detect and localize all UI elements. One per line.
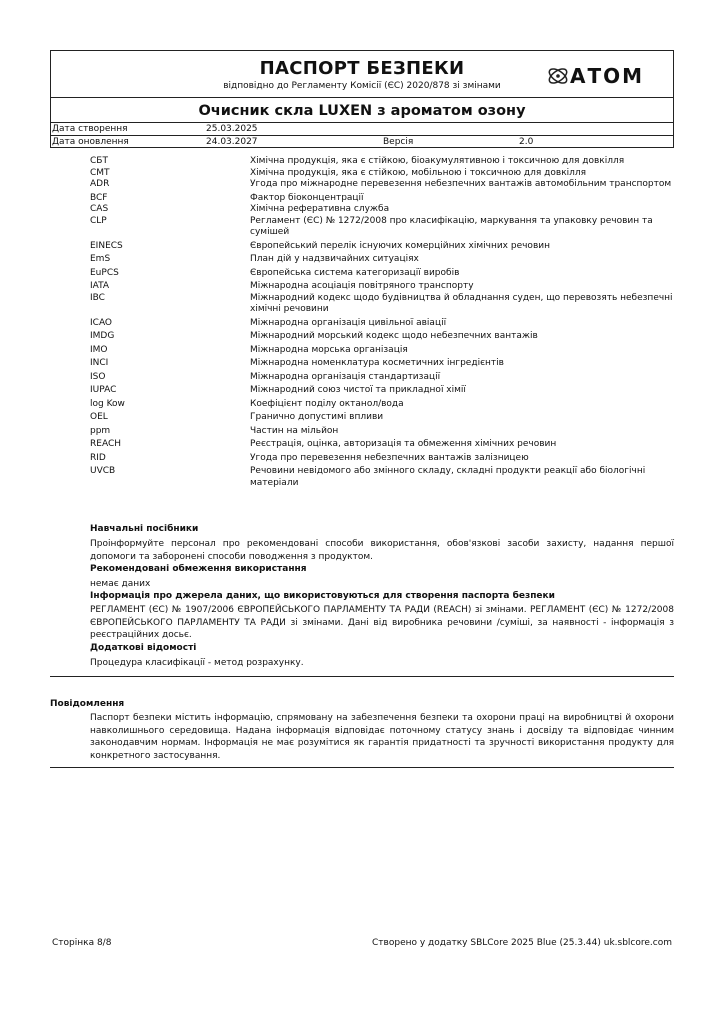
section-text-additional: Процедура класифікації - метод розрахунку.: [90, 658, 304, 668]
abbr-key: IBC: [90, 292, 105, 303]
abbr-value: План дій у надзвичайних ситуаціях: [250, 254, 419, 264]
page-number: Сторінка 8/8: [52, 938, 112, 948]
list-item: [90, 385, 680, 397]
list-item: [90, 439, 680, 451]
document-title: ПАСПОРТ БЕЗПЕКИ: [259, 58, 465, 79]
abbr-value: Міжнародна асоціація повітряного транспорту: [250, 281, 474, 291]
abbr-value: Речовини невідомого або змінного складу, складні продукти реакції або біологічні матеріали: [250, 466, 646, 488]
list-item: [90, 216, 680, 239]
list-item: [90, 254, 680, 266]
atom-logo: [546, 64, 676, 88]
abbr-value: Хімічна реферативна служба: [250, 204, 390, 214]
abbr-key: ISO: [90, 371, 106, 382]
logo-text: АТОМ: [570, 64, 645, 88]
list-item: [90, 345, 680, 357]
section-heading-training: Навчальні посібники: [90, 524, 199, 534]
divider: [50, 676, 674, 677]
abbr-value: Хімічна продукція, яка є стійкою, мобільною і токсичною для довкілля: [250, 167, 587, 178]
list-item: [90, 268, 680, 280]
list-item: [90, 372, 680, 384]
version-value: 2.0: [519, 137, 534, 147]
list-item: [90, 466, 680, 489]
abbr-key: IMDG: [90, 331, 115, 341]
list-item: [90, 156, 680, 168]
list-item: [90, 331, 680, 343]
version-label: Версія: [383, 137, 414, 147]
abbr-value: Коефіцієнт поділу октанол/вода: [250, 398, 404, 409]
abbr-value: Європейський перелік існуючих комерційних хімічних речовин: [250, 240, 550, 251]
list-item: [90, 204, 680, 216]
section-heading-restrictions: Рекомендовані обмеження використання: [90, 564, 307, 574]
list-item: [90, 399, 680, 411]
abbr-value: Європейська система категоризації виробів: [250, 267, 460, 278]
abbr-value: Угода про перевезення небезпечних вантажів залізницею: [250, 452, 529, 463]
abbr-key: REACH: [90, 439, 121, 449]
abbr-value: Міжнародний союз чистої та прикладної хімії: [250, 385, 466, 395]
abbr-value: Регламент (ЄС) № 1272/2008 про класифікацію, маркування та упаковку речовин та сумішей: [250, 215, 653, 237]
created-label: Дата створення: [52, 124, 128, 134]
abbr-value: Міжнародна номенклатура косметичних інгредієнтів: [250, 358, 504, 368]
divider: [50, 122, 674, 123]
abbr-value: Міжнародна організація цивільної авіації: [250, 317, 447, 328]
notice-heading: Повідомлення: [50, 699, 125, 709]
divider: [50, 767, 674, 768]
abbr-key: СБТ: [90, 156, 108, 166]
abbr-key: CAS: [90, 204, 109, 214]
abbr-key: СМТ: [90, 167, 110, 178]
section-heading-additional: Додаткові відомості: [90, 643, 197, 653]
abbr-key: CLP: [90, 215, 107, 226]
section-heading-sources: Інформація про джерела даних, що використовуються для створення паспорта безпеки: [90, 591, 555, 601]
abbr-key: ppm: [90, 425, 111, 436]
abbr-value: Хімічна продукція, яка є стійкою, біоакумулятивною і токсичною для довкілля: [250, 156, 625, 166]
list-item: [90, 281, 680, 293]
abbr-value: Міжнародний морський кодекс щодо небезпечних вантажів: [250, 331, 538, 341]
list-item: [90, 179, 680, 191]
divider: [50, 97, 674, 98]
list-item: [90, 241, 680, 253]
abbr-value: Реєстрація, оцінка, авторизація та обмеження хімічних речовин: [250, 439, 557, 449]
abbr-key: IMO: [90, 344, 108, 355]
list-item: [90, 318, 680, 330]
product-name: Очисник скла LUXEN з ароматом озону: [198, 103, 526, 119]
abbr-key: ADR: [90, 179, 110, 189]
abbr-value: Міжнародна організація стандартизації: [250, 371, 441, 382]
created-value: 25.03.2025: [206, 124, 258, 134]
abbr-key: RID: [90, 452, 106, 463]
abbr-key: INCI: [90, 358, 109, 368]
updated-label: Дата оновлення: [52, 137, 129, 147]
abbr-key: EuPCS: [90, 267, 119, 278]
section-text-training: Проінформуйте персонал про рекомендовані способи використання, обов'язкові засоби захисту, надання першої допомоги та заборонені способи поводження з продуктом.: [90, 539, 674, 562]
section-text-restrictions: немає даних: [90, 579, 151, 589]
list-item: [90, 168, 680, 180]
abbr-value: Частин на мільйон: [250, 425, 339, 436]
abbr-value: Міжнародна морська організація: [250, 344, 408, 355]
section-text-sources: РЕГЛАМЕНТ (ЄС) № 1907/2006 ЄВРОПЕЙСЬКОГО ПАРЛАМЕНТУ ТА РАДИ (REACH) зі змінами. РЕГЛАМЕНТ (ЄС) № 1272/2008 ЄВРОПЕЙСЬКОГО ПАРЛАМЕНТУ ТА РАДИ зі змінами. Дані від виробника речовини /суміші, за наявності - інформація з реєстраційних досьє.: [90, 605, 674, 640]
footer-created-with: Створено у додатку SBLCore 2025 Blue (25.3.44) uk.sblcore.com: [372, 938, 672, 948]
abbr-key: IATA: [90, 281, 110, 291]
abbr-value: Гранично допустимі впливи: [250, 412, 384, 422]
notice-text: Паспорт безпеки містить інформацію, спрямовану на забезпечення безпеки та охорони праці на виробництві й охорони навколишнього середовища. Надана інформація відповідає поточному статусу знань і досвіду та відповідає чинним законодавчим нормам. Інформація не має розумітися як гарантія придатності та зручності використання продукту для конкретного застосування.: [90, 713, 674, 761]
abbr-value: Фактор біоконцентрації: [250, 192, 364, 203]
abbreviations-list: [90, 156, 680, 489]
abbr-value: Міжнародний кодекс щодо будівництва й обладнання суден, що перевозять небезпечні хімічні речовини: [250, 292, 673, 314]
list-item: [90, 412, 680, 424]
abbr-key: EmS: [90, 254, 111, 264]
list-item: [90, 426, 680, 438]
divider: [50, 135, 674, 136]
list-item: [90, 358, 680, 370]
abbr-key: IUPAC: [90, 385, 117, 395]
list-item: [90, 293, 680, 316]
abbr-key: EINECS: [90, 240, 123, 251]
regulation-subtitle: відповідно до Регламенту Комісії (ЄС) 2020/878 зі змінами: [223, 81, 501, 91]
list-item: [90, 453, 680, 465]
list-item: [90, 193, 680, 205]
abbr-key: log Kow: [90, 398, 125, 409]
abbr-key: UVCB: [90, 466, 116, 476]
abbr-key: ICAO: [90, 317, 113, 328]
abbr-key: OEL: [90, 412, 108, 422]
abbr-value: Угода про міжнародне перевезення небезпечних вантажів автомобільним транспортом: [250, 179, 672, 189]
updated-value: 24.03.2027: [206, 137, 258, 147]
abbr-key: BCF: [90, 192, 108, 203]
